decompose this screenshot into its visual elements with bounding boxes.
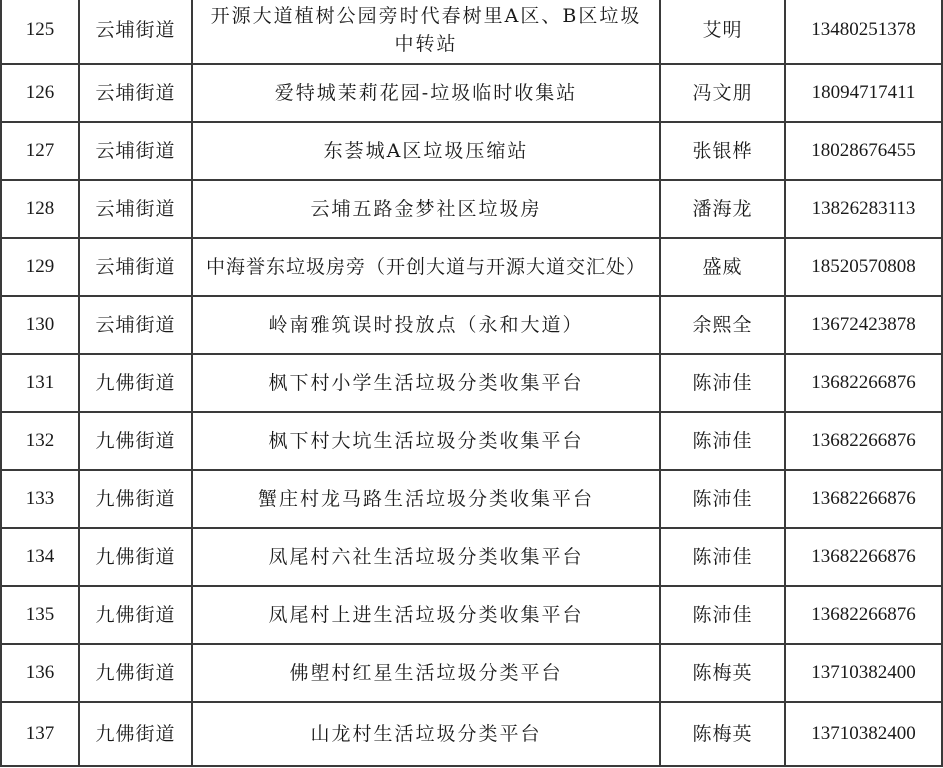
- table-body: [1, 0, 942, 766]
- contact-person: 余熙全: [660, 296, 785, 354]
- street-name: 九佛街道: [79, 354, 192, 412]
- table-row: [1, 238, 942, 296]
- street-name: 云埔街道: [79, 122, 192, 180]
- table-row: [1, 296, 942, 354]
- contact-person: 陈梅英: [660, 702, 785, 766]
- row-number: 131: [1, 354, 79, 412]
- contact-person: 陈沛佳: [660, 586, 785, 644]
- table-row: [1, 644, 942, 702]
- contact-phone: 13710382400: [785, 644, 942, 702]
- contact-person: 陈梅英: [660, 644, 785, 702]
- contact-phone: 13480251378: [785, 0, 942, 64]
- row-number: 137: [1, 702, 79, 766]
- street-name: 云埔街道: [79, 296, 192, 354]
- contact-phone: 13672423878: [785, 296, 942, 354]
- contact-phone: 18094717411: [785, 64, 942, 122]
- row-number: 126: [1, 64, 79, 122]
- contact-phone: 13682266876: [785, 470, 942, 528]
- location-name: 云埔五路金梦社区垃圾房: [192, 180, 660, 238]
- contact-phone: 13682266876: [785, 586, 942, 644]
- location-name: 中海誉东垃圾房旁（开创大道与开源大道交汇处）: [192, 238, 660, 296]
- row-number: 129: [1, 238, 79, 296]
- street-name: 九佛街道: [79, 702, 192, 766]
- contact-person: 冯文朋: [660, 64, 785, 122]
- contact-phone: 13826283113: [785, 180, 942, 238]
- street-name: 云埔街道: [79, 64, 192, 122]
- street-name: 九佛街道: [79, 412, 192, 470]
- contact-phone: 13710382400: [785, 702, 942, 766]
- street-name: 九佛街道: [79, 528, 192, 586]
- contact-phone: 18520570808: [785, 238, 942, 296]
- location-name: 佛塱村红星生活垃圾分类平台: [192, 644, 660, 702]
- street-name: 九佛街道: [79, 586, 192, 644]
- contact-phone: 13682266876: [785, 354, 942, 412]
- contact-phone: 13682266876: [785, 528, 942, 586]
- table-row: [1, 702, 942, 766]
- row-number: 133: [1, 470, 79, 528]
- row-number: 130: [1, 296, 79, 354]
- table-row: [1, 528, 942, 586]
- row-number: 135: [1, 586, 79, 644]
- location-name: 山龙村生活垃圾分类平台: [192, 702, 660, 766]
- row-number: 127: [1, 122, 79, 180]
- contact-person: 陈沛佳: [660, 412, 785, 470]
- contact-person: 盛威: [660, 238, 785, 296]
- table-row: [1, 0, 942, 64]
- table-row: [1, 470, 942, 528]
- contact-phone: 18028676455: [785, 122, 942, 180]
- location-name: 凤尾村上进生活垃圾分类收集平台: [192, 586, 660, 644]
- street-name: 九佛街道: [79, 470, 192, 528]
- contact-person: 潘海龙: [660, 180, 785, 238]
- table-row: [1, 64, 942, 122]
- table-row: [1, 122, 942, 180]
- street-name: 云埔街道: [79, 180, 192, 238]
- contact-person: 陈沛佳: [660, 528, 785, 586]
- contact-person: 艾明: [660, 0, 785, 64]
- row-number: 128: [1, 180, 79, 238]
- contact-person: 张银桦: [660, 122, 785, 180]
- location-name: 东荟城A区垃圾压缩站: [192, 122, 660, 180]
- location-name: 枫下村小学生活垃圾分类收集平台: [192, 354, 660, 412]
- location-name: 爱特城茉莉花园-垃圾临时收集站: [192, 64, 660, 122]
- table-row: [1, 180, 942, 238]
- row-number: 136: [1, 644, 79, 702]
- contact-phone: 13682266876: [785, 412, 942, 470]
- row-number: 134: [1, 528, 79, 586]
- table-row: [1, 586, 942, 644]
- street-name: 云埔街道: [79, 238, 192, 296]
- street-name: 云埔街道: [79, 0, 192, 64]
- row-number: 125: [1, 0, 79, 64]
- location-name: 枫下村大坑生活垃圾分类收集平台: [192, 412, 660, 470]
- table-row: [1, 354, 942, 412]
- table-row: [1, 412, 942, 470]
- contact-person: 陈沛佳: [660, 354, 785, 412]
- location-name: 凤尾村六社生活垃圾分类收集平台: [192, 528, 660, 586]
- location-name: 蟹庄村龙马路生活垃圾分类收集平台: [192, 470, 660, 528]
- row-number: 132: [1, 412, 79, 470]
- contact-person: 陈沛佳: [660, 470, 785, 528]
- location-name: 岭南雅筑误时投放点（永和大道）: [192, 296, 660, 354]
- street-name: 九佛街道: [79, 644, 192, 702]
- location-name: 开源大道植树公园旁时代春树里A区、B区垃圾中转站: [192, 0, 660, 64]
